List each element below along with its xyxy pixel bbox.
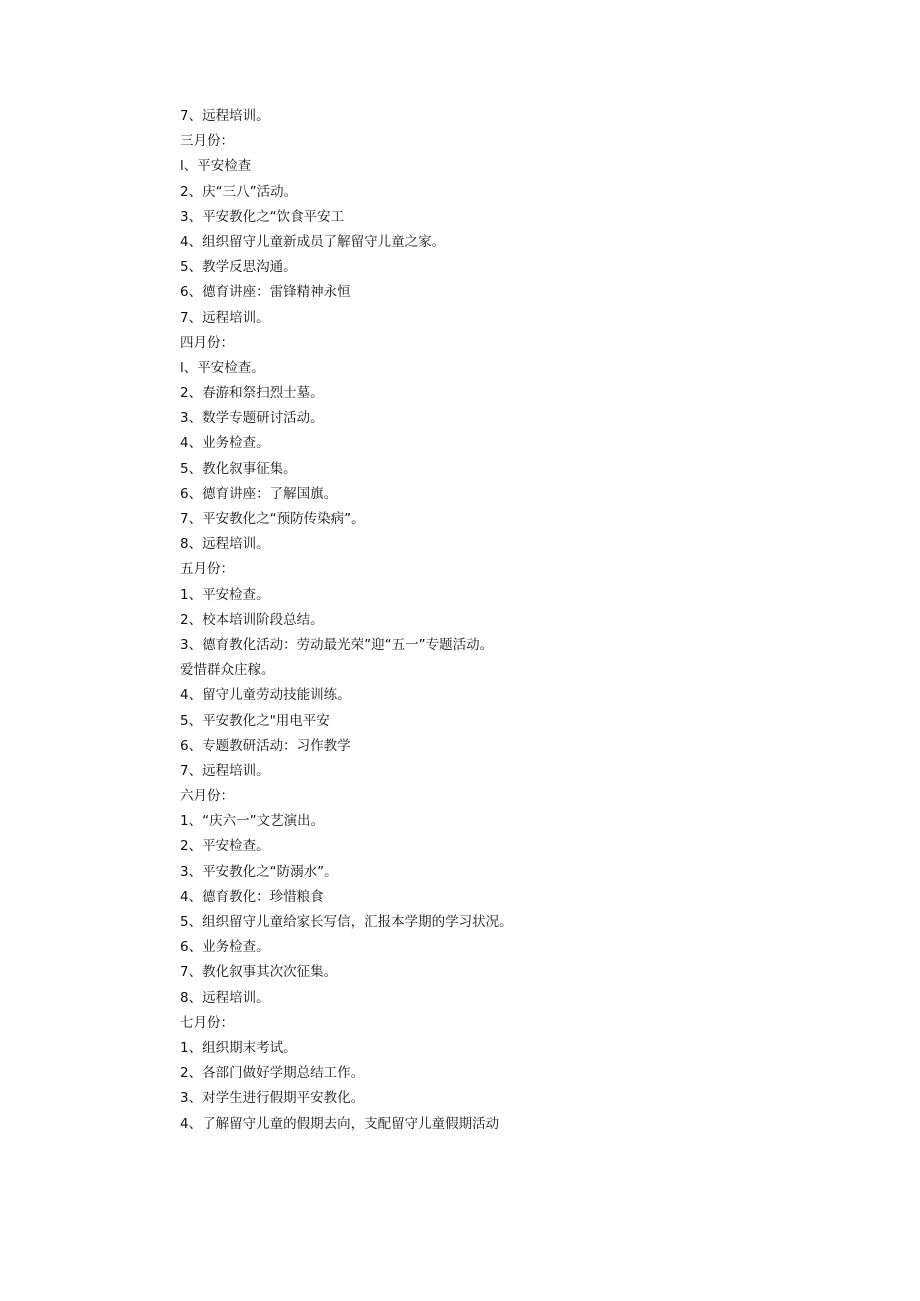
item-april-1: l、平安检查。 (180, 359, 265, 376)
item-may-2: 2、校本培训阶段总结。 (180, 611, 324, 628)
item-april-4: 4、业务检查。 (180, 435, 270, 452)
item-march-7b: 7、远程培训。 (180, 309, 270, 326)
item-july-2: 2、各部门做好学期总结工作。 (180, 1065, 365, 1082)
item-may-7: 7、远程培训。 (180, 762, 270, 779)
month-heading-may: 五月份： (180, 561, 234, 578)
item-july-3: 3、对学生进行假期平安教化。 (180, 1090, 365, 1107)
document-page (180, 104, 820, 1137)
item-april-7: 7、平安教化之“预防传染病”。 (180, 511, 365, 527)
item-may-5: 5、平安教化之"用电平安 (180, 712, 330, 729)
item-march-6: 6、德育讲座：雷锋精神永恒 (180, 284, 351, 301)
item-march-3: 3、平安教化之“饮食平安工 (180, 208, 345, 225)
item-june-4: 4、德育教化：珍惜粮食 (180, 888, 324, 905)
item-june-8: 8、远程培训。 (180, 989, 270, 1006)
item-march-1: l、平安检查 (180, 158, 252, 175)
item-july-1: 1、组织期末考试。 (180, 1039, 297, 1056)
item-june-1: 1、“庆六一”文艺演出。 (180, 813, 325, 830)
month-heading-july: 七月份： (180, 1014, 234, 1031)
item-april-5: 5、教化叙事征集。 (180, 460, 297, 477)
item-june-2: 2、平安检查。 (180, 838, 270, 855)
item-june-6: 6、业务检查。 (180, 939, 270, 956)
month-heading-june: 六月份： (180, 788, 234, 805)
item-april-6: 6、德育讲座：了解国旗。 (180, 485, 338, 502)
item-april-8: 8、远程培训。 (180, 536, 270, 553)
item-may-6: 6、专题教研活动：习作教学 (180, 737, 351, 754)
item-june-5: 5、组织留守儿童给家长写信，汇报本学期的学习状况。 (180, 914, 513, 930)
month-heading-march: 三月份： (180, 133, 234, 150)
item-june-7: 7、教化叙事其次次征集。 (180, 964, 338, 981)
item-april-2: 2、春游和祭扫烈士墓。 (180, 385, 324, 402)
item-march-2: 2、庆“三八”活动。 (180, 183, 298, 200)
item-may-4: 4、留守儿童劳动技能训练。 (180, 687, 351, 704)
item-march-7: 7、远程培训。 (180, 108, 270, 124)
item-march-5: 5、教学反思沟通。 (180, 259, 297, 276)
item-june-3: 3、平安教化之“防溺水”。 (180, 863, 338, 880)
item-may-3: 3、德育教化活动：劳动最光荣”迎“五一”专题活动。 (180, 636, 494, 653)
item-april-3: 3、数学专题研讨活动。 (180, 410, 324, 427)
item-may-3-continued: 爱惜群众庄稼。 (180, 662, 275, 679)
item-march-4: 4、组织留守儿童新成员了解留守儿童之家。 (180, 233, 446, 250)
item-july-4: 4、了解留守儿童的假期去向，支配留守儿童假期活动 (180, 1115, 500, 1132)
month-heading-april: 四月份： (180, 334, 234, 351)
item-may-1: 1、平安检查。 (180, 586, 270, 603)
